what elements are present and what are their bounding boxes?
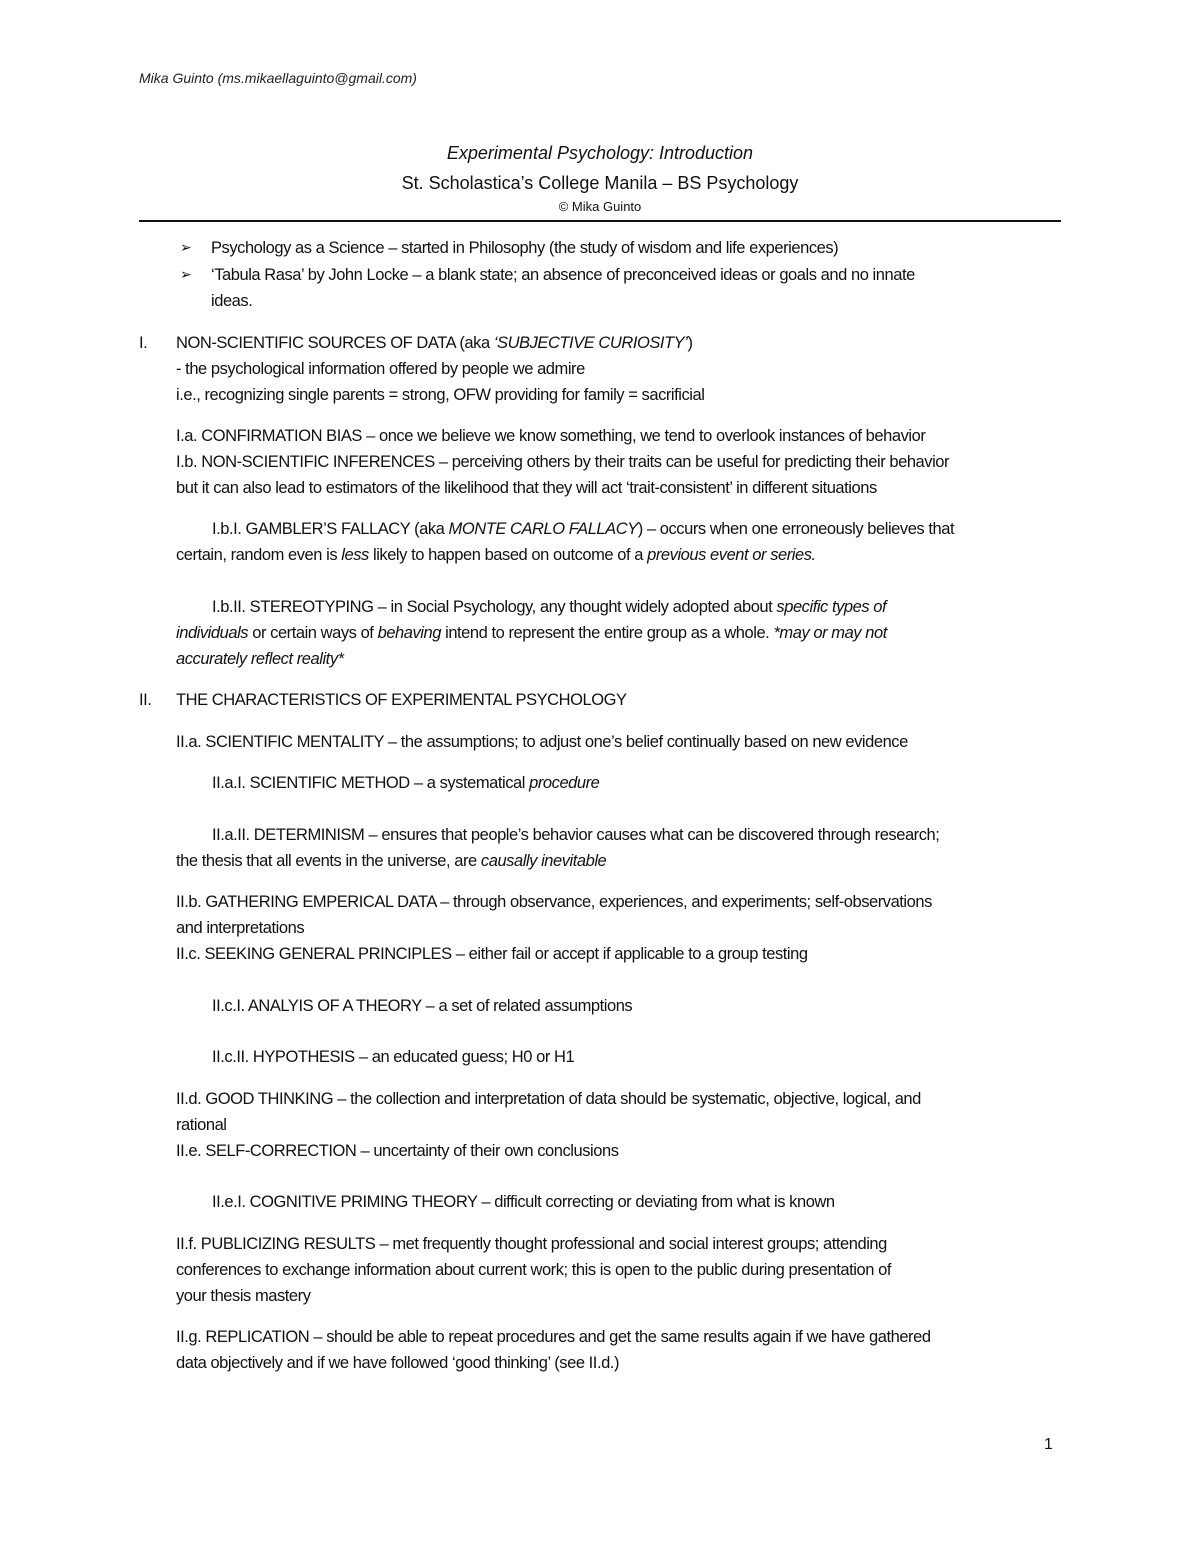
subsubsection-hypothesis: II.c.II. HYPOTHESIS – an educated guess; H0 or H1 [212, 1048, 575, 1066]
section-heading: NON-SCIENTIFIC SOURCES OF DATA (aka ‘SUBJECTIVE CURIOSITY’) [176, 334, 693, 352]
subsection-seeking-general-principles: II.c. SEEKING GENERAL PRINCIPLES – either fail or accept if applicable to a group testing [176, 945, 808, 963]
paragraph-line: - the psychological information offered by people we admire [176, 360, 585, 378]
subsubsection-determinism: II.a.II. DETERMINISM – ensures that people’s behavior causes what can be discovered through research; [212, 826, 940, 844]
paragraph-line: individuals or certain ways of behaving intend to represent the entire group as a whole. *may or may not [176, 624, 887, 642]
subsubsection-stereotyping: I.b.II. STEREOTYPING – in Social Psychology, any thought widely adopted about specific types of [212, 598, 887, 616]
paragraph-line: data objectively and if we have followed ‘good thinking’ (see II.d.) [176, 1354, 619, 1372]
bullet-psychology-science: Psychology as a Science – started in Philosophy (the study of wisdom and life experiences) [211, 239, 839, 257]
page-number: 1 [1044, 1436, 1053, 1453]
document-title: Experimental Psychology: Introduction [446, 143, 754, 163]
subsection-non-scientific-inferences: I.b. NON-SCIENTIFIC INFERENCES – perceiving others by their traits can be useful for predicting their behavior [176, 453, 950, 471]
subsubsection-analysis-of-theory: II.c.I. ANALYIS OF A THEORY – a set of related assumptions [212, 997, 633, 1015]
subsubsection-cognitive-priming: II.e.I. COGNITIVE PRIMING THEORY – difficult correcting or deviating from what is known [212, 1193, 835, 1211]
subsection-publicizing-results: II.f. PUBLICIZING RESULTS – met frequently thought professional and social interest groups; attending [176, 1235, 887, 1253]
subsection-replication: II.g. REPLICATION – should be able to repeat procedures and get the same results again if we have gathered [176, 1328, 931, 1346]
subsection-confirmation-bias: I.a. CONFIRMATION BIAS – once we believe we know something, we tend to overlook instances of behavior [176, 427, 926, 445]
document-copyright: © Mika Guinto [558, 199, 642, 214]
arrowhead-bullet-icon: ➢ [180, 239, 192, 255]
paragraph-line: i.e., recognizing single parents = strong, OFW providing for family = sacrificial [176, 386, 705, 404]
paragraph-line: accurately reflect reality* [176, 650, 344, 668]
paragraph-line: your thesis mastery [176, 1287, 311, 1305]
document-subtitle: St. Scholastica’s College Manila – BS Psychology [401, 173, 799, 193]
bullet-tabula-rasa-cont: ideas. [211, 292, 253, 310]
paragraph-line: rational [176, 1116, 227, 1134]
section-number: II. [139, 691, 152, 709]
subsubsection-gamblers-fallacy: I.b.I. GAMBLER’S FALLACY (aka MONTE CARLO FALLACY) – occurs when one erroneously believes that [212, 520, 955, 538]
section-number: I. [139, 334, 148, 352]
section-heading: THE CHARACTERISTICS OF EXPERIMENTAL PSYCHOLOGY [176, 691, 627, 709]
subsection-good-thinking: II.d. GOOD THINKING – the collection and interpretation of data should be systematic, objective, logical, and [176, 1090, 921, 1108]
subsubsection-scientific-method: II.a.I. SCIENTIFIC METHOD – a systematical procedure [212, 774, 600, 792]
paragraph-line: conferences to exchange information about current work; this is open to the public during presentation of [176, 1261, 891, 1279]
subsection-self-correction: II.e. SELF-CORRECTION – uncertainty of their own conclusions [176, 1142, 619, 1160]
title-divider [139, 220, 1061, 222]
page-header-author: Mika Guinto (ms.mikaellaguinto@gmail.com) [139, 70, 417, 86]
subsection-scientific-mentality: II.a. SCIENTIFIC MENTALITY – the assumptions; to adjust one’s belief continually based on new evidence [176, 733, 908, 751]
bullet-tabula-rasa: ‘Tabula Rasa’ by John Locke – a blank state; an absence of preconceived ideas or goals and no innate [211, 266, 915, 284]
paragraph-line: but it can also lead to estimators of the likelihood that they will act ‘trait-consistent’ in different situations [176, 479, 877, 497]
paragraph-line: certain, random even is less likely to happen based on outcome of a previous event or series. [176, 546, 816, 564]
subsection-gathering-empirical-data: II.b. GATHERING EMPERICAL DATA – through observance, experiences, and experiments; self-observations [176, 893, 932, 911]
paragraph-line: and interpretations [176, 919, 305, 937]
arrowhead-bullet-icon: ➢ [180, 266, 192, 282]
paragraph-line: the thesis that all events in the universe, are causally inevitable [176, 852, 607, 870]
